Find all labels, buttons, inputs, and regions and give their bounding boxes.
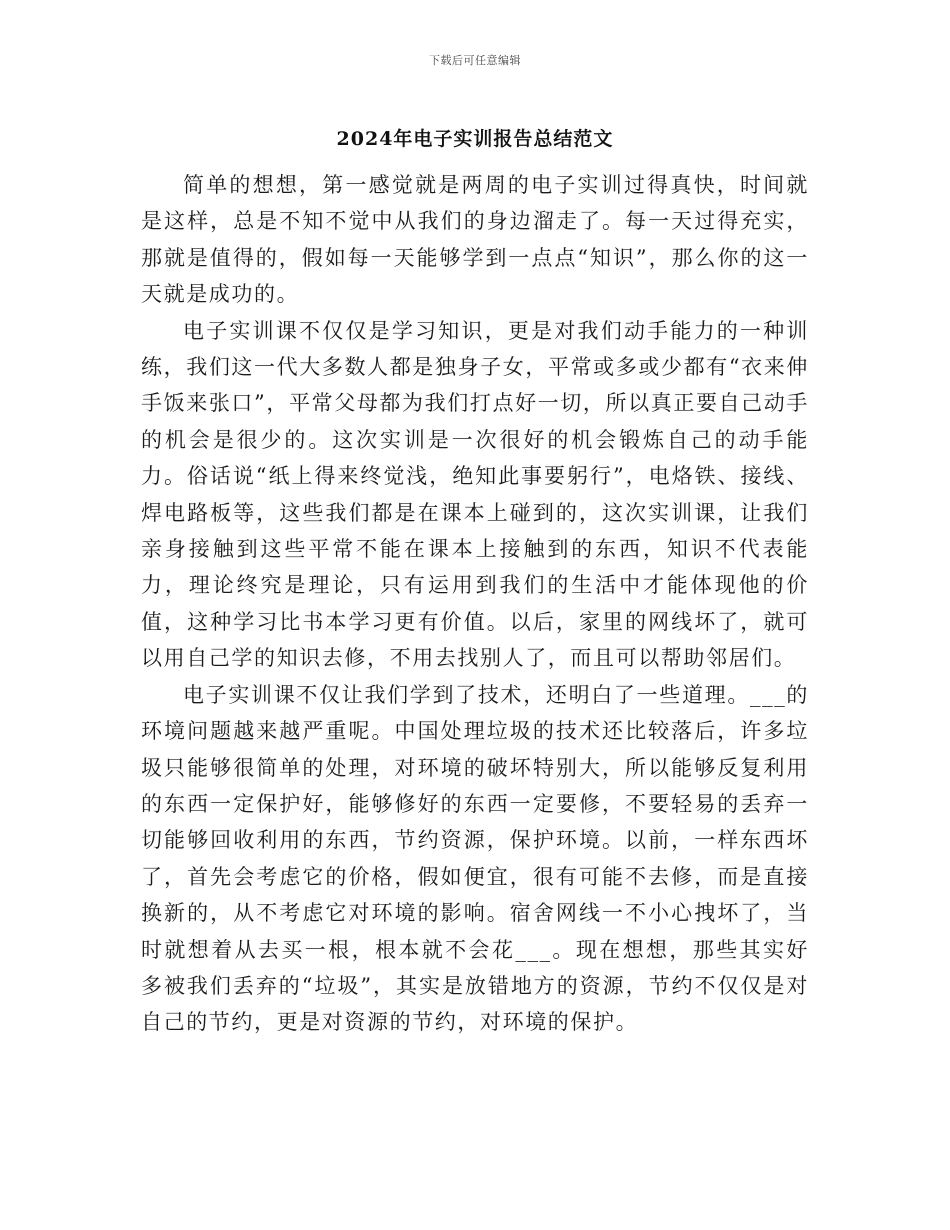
document-body bbox=[141, 167, 809, 1041]
document-title: 2024年电子实训报告总结范文 bbox=[336, 128, 614, 150]
paragraph-3: 电子实训课不仅让我们学到了技术，还明白了一些道理。___的环境问题越来越严重呢。中国处理垃圾的技术还比较落后，许多垃圾只能够很简单的处理，对环境的破坏特别大，所以能够反复利用的东西一定保护好，能够修好的东西一定要修，不要轻易的丢弃一切能够回收利用的东西，节约资源，保护环境。以前，一样东西坏了，首先会考虑它的价格，假如便宜，很有可能不去修，而是直接换新的，从不考虑它对环境的影响。宿舍网线一不小心拽坏了，当时就想着从去买一根，根本就不会花___。现在想想，那些其实好多被我们丢弃的“垃圾”，其实是放错地方的资源，节约不仅仅是对自己的节约，更是对资源的节约，对环境的保护。 bbox=[141, 682, 809, 1035]
header-note: 下载后可任意编辑 bbox=[429, 54, 521, 67]
paragraph-1: 简单的想想，第一感觉就是两周的电子实训过得真快，时间就是这样，总是不知不觉中从我们的身边溜走了。每一天过得充实，那就是值得的，假如每一天能够学到一点点“知识”，那么你的这一天就是成功的。 bbox=[141, 173, 809, 307]
paragraph-2: 电子实训课不仅仅是学习知识，更是对我们动手能力的一种训练，我们这一代大多数人都是独身子女，平常或多或少都有“衣来伸手饭来张口”，平常父母都为我们打点好一切，所以真正要自己动手的机会是很少的。这次实训是一次很好的机会锻炼自己的动手能力。俗话说“纸上得来终觉浅，绝知此事要躬行”，电烙铁、接线、焊电路板等，这些我们都是在课本上碰到的，这次实训课，让我们亲身接触到这些平常不能在课本上接触到的东西，知识不代表能力，理论终究是理论，只有运用到我们的生活中才能体现他的价值，这种学习比书本学习更有价值。以后，家里的网线坏了，就可以用自己学的知识去修，不用去找别人了，而且可以帮助邻居们。 bbox=[141, 318, 809, 671]
